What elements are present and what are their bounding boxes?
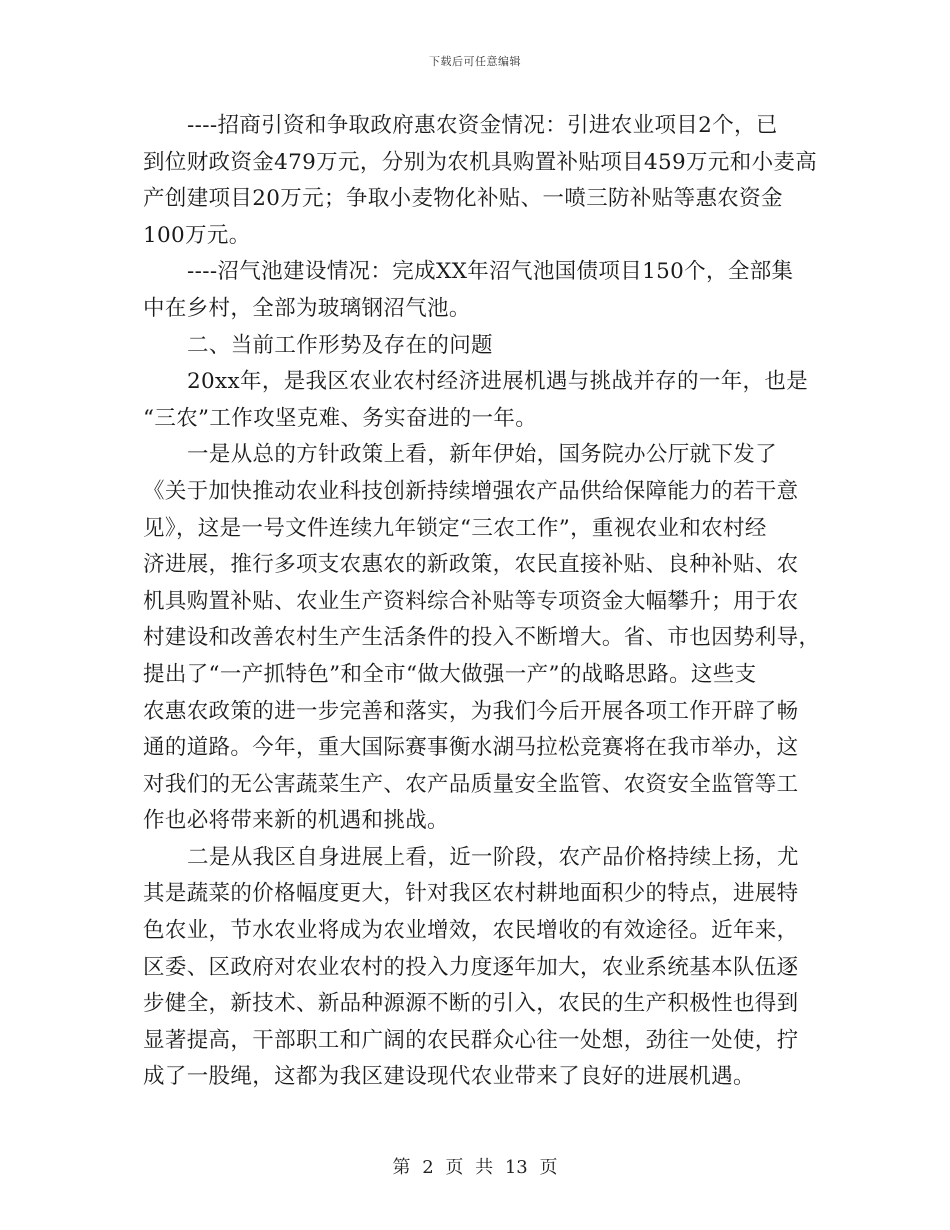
paragraph-line: 成了一股绳，这都为我区建设现代农业带来了良好的进展机遇。 bbox=[143, 1064, 755, 1090]
section-heading: 二、当前工作形势及存在的问题 bbox=[187, 332, 493, 358]
paragraph-line: 机具购置补贴、农业生产资料综合补贴等专项资金大幅攀升；用于农 bbox=[143, 588, 799, 614]
paragraph-line: 对我们的无公害蔬菜生产、农产品质量安全监管、农资安全监管等工 bbox=[143, 771, 799, 797]
paragraph-line: 色农业，节水农业将成为农业增效，农民增收的有效途径。近年来， bbox=[143, 918, 799, 944]
paragraph-line: 济进展，推行多项支农惠农的新政策，农民直接补贴、良种补贴、农 bbox=[143, 552, 799, 578]
paragraph-line: ----沼气池建设情况：完成XX年沼气池国债项目150个，全部集 bbox=[187, 259, 794, 285]
paragraph-line: 20xx年，是我区农业农村经济进展机遇与挑战并存的一年，也是 bbox=[187, 369, 809, 395]
document-body bbox=[143, 108, 821, 1096]
paragraph-line: “三农”工作攻坚克难、务实奋进的一年。 bbox=[143, 405, 538, 431]
page-number-footer: 第 2 页 共 13 页 bbox=[392, 1157, 558, 1178]
paragraph-line: 作也必将带来新的机遇和挑战。 bbox=[143, 808, 449, 834]
paragraph-line: 100万元。 bbox=[143, 222, 251, 248]
paragraph-line: 二是从我区自身进展上看，近一阶段，农产品价格持续上扬，尤 bbox=[187, 844, 799, 870]
paragraph-line: 通的道路。今年，重大国际赛事衡水湖马拉松竞赛将在我市举办，这 bbox=[143, 735, 799, 761]
paragraph-line: 一是从总的方针政策上看，新年伊始，国务院办公厅就下发了 bbox=[187, 442, 777, 468]
paragraph-line: 《关于加快推动农业科技创新持续增强农产品供给保障能力的若干意 bbox=[143, 478, 799, 504]
paragraph-line: 产创建项目20万元；争取小麦物化补贴、一喷三防补贴等惠农资金 bbox=[143, 186, 783, 212]
page-header: 下载后可任意编辑 bbox=[429, 55, 521, 68]
paragraph-line: 其是蔬菜的价格幅度更大，针对我区农村耕地面积少的特点，进展特 bbox=[143, 881, 799, 907]
paragraph-line: 步健全，新技术、新品种源源不断的引入，农民的生产积极性也得到 bbox=[143, 991, 799, 1017]
paragraph-line: ----招商引资和争取政府惠农资金情况：引进农业项目2个，已 bbox=[187, 113, 778, 138]
paragraph-line: 农惠农政策的进一步完善和落实，为我们今后开展各项工作开辟了畅 bbox=[143, 698, 799, 724]
paragraph-line: 显著提高，干部职工和广阔的农民群众心往一处想，劲往一处使，拧 bbox=[143, 1027, 799, 1053]
paragraph-line: 提出了“一产抓特色”和全市“做大做强一产”的战略思路。这些支 bbox=[143, 661, 757, 687]
paragraph-line: 见》，这是一号文件连续九年锁定“三农工作”，重视农业和农村经 bbox=[143, 515, 767, 541]
paragraph-line: 中在乡村，全部为玻璃钢沼气池。 bbox=[143, 295, 471, 321]
paragraph-line: 区委、区政府对农业农村的投入力度逐年加大，农业系统基本队伍逐 bbox=[143, 954, 799, 980]
paragraph-line: 村建设和改善农村生产生活条件的投入不断增大。省、市也因势利导， bbox=[143, 625, 821, 651]
paragraph-line: 到位财政资金479万元，分别为农机具购置补贴项目459万元和小麦高 bbox=[143, 149, 818, 175]
